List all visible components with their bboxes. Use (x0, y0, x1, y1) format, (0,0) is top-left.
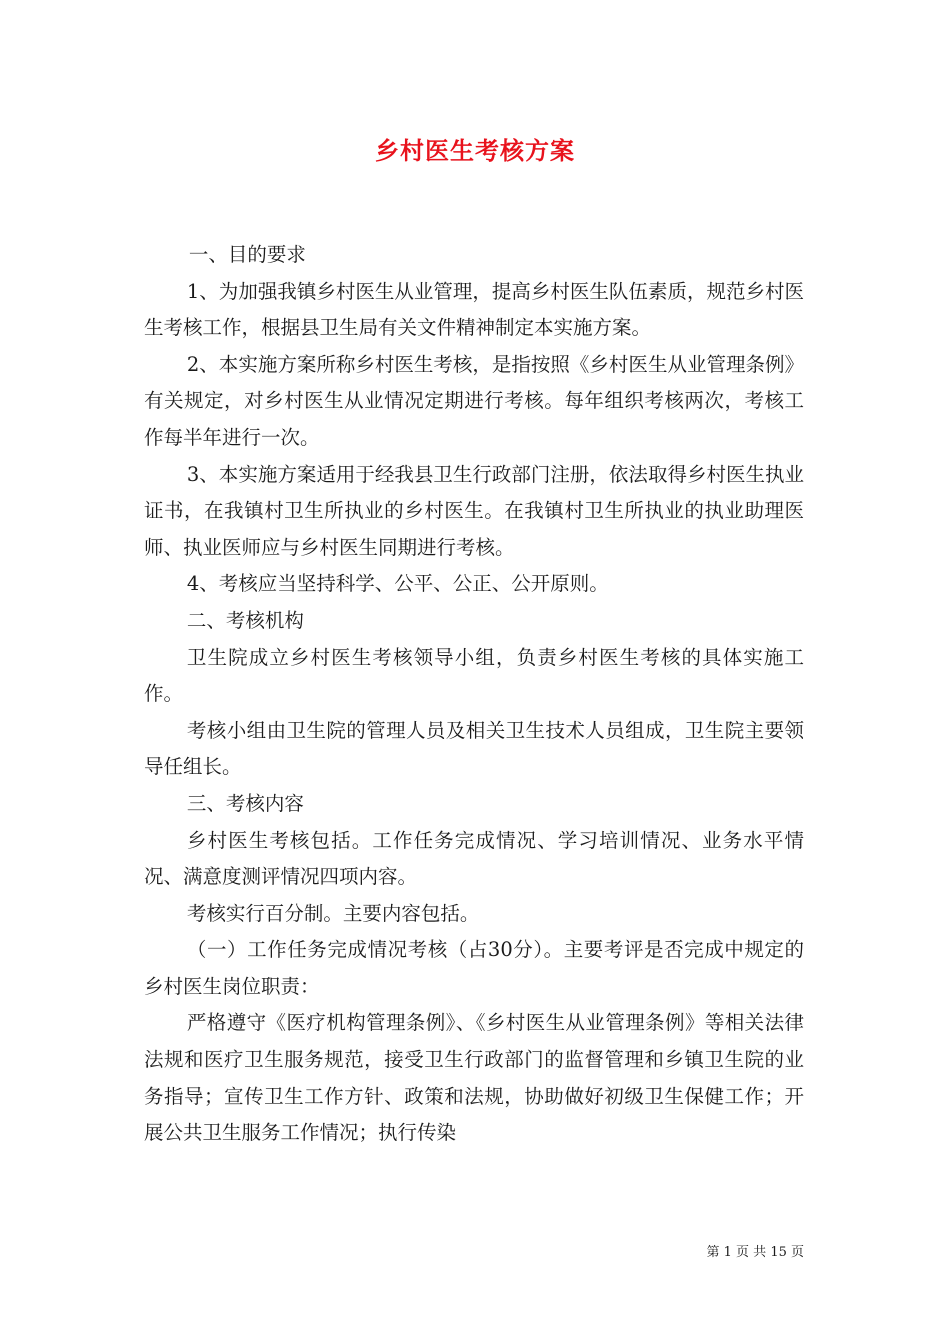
page-number-footer: 第 1 页 共 15 页 (706, 1245, 804, 1260)
paragraph: 考核小组由卫生院的管理人员及相关卫生技术人员组成，卫生院主要领导任组长。 (144, 718, 804, 779)
section-heading: 三、考核内容 (186, 791, 304, 815)
section-heading: 二、考核机构 (186, 608, 304, 632)
paragraph: 考核实行百分制。主要内容包括。 (186, 901, 480, 925)
section-heading: 一、目的要求 (188, 243, 306, 266)
paragraph: 卫生院成立乡村医生考核领导小组，负责乡村医生考核的具体实施工作。 (144, 645, 804, 706)
paragraph: 严格遵守《医疗机构管理条例》、《乡村医生从业管理条例》等相关法律法规和医疗卫生服务规范，接受卫生行政部门的监督管理和乡镇卫生院的业务指导；宣传卫生工作方针、政策和法规，协助做好初级卫生保健工作；开展公共卫生服务工作情况；执行传染 (144, 1011, 804, 1145)
paragraph: 2、本实施方案所称乡村医生考核，是指按照《乡村医生从业管理条例》有关规定，对乡村医生从业情况定期进行考核。每年组织考核两次，考核工作每半年进行一次。 (144, 352, 804, 449)
paragraph: 乡村医生考核包括。工作任务完成情况、学习培训情况、业务水平情况、满意度测评情况四项内容。 (144, 828, 804, 889)
paragraph: （一）工作任务完成情况考核（占30分）。主要考评是否完成中规定的乡村医生岗位职责： (144, 938, 804, 998)
document-title: 乡村医生考核方案 (375, 136, 575, 165)
paragraph: 3、本实施方案适用于经我县卫生行政部门注册，依法取得乡村医生执业证书，在我镇村卫生所执业的乡村医生。在我镇村卫生所执业的执业助理医师、执业医师应与乡村医生同期进行考核。 (144, 462, 804, 559)
document-body (144, 237, 804, 1152)
paragraph: 4、考核应当坚持科学、公平、公正、公开原则。 (186, 572, 609, 596)
paragraph: 1、为加强我镇乡村医生从业管理，提高乡村医生队伍素质，规范乡村医生考核工作，根据县卫生局有关文件精神制定本实施方案。 (144, 279, 804, 340)
